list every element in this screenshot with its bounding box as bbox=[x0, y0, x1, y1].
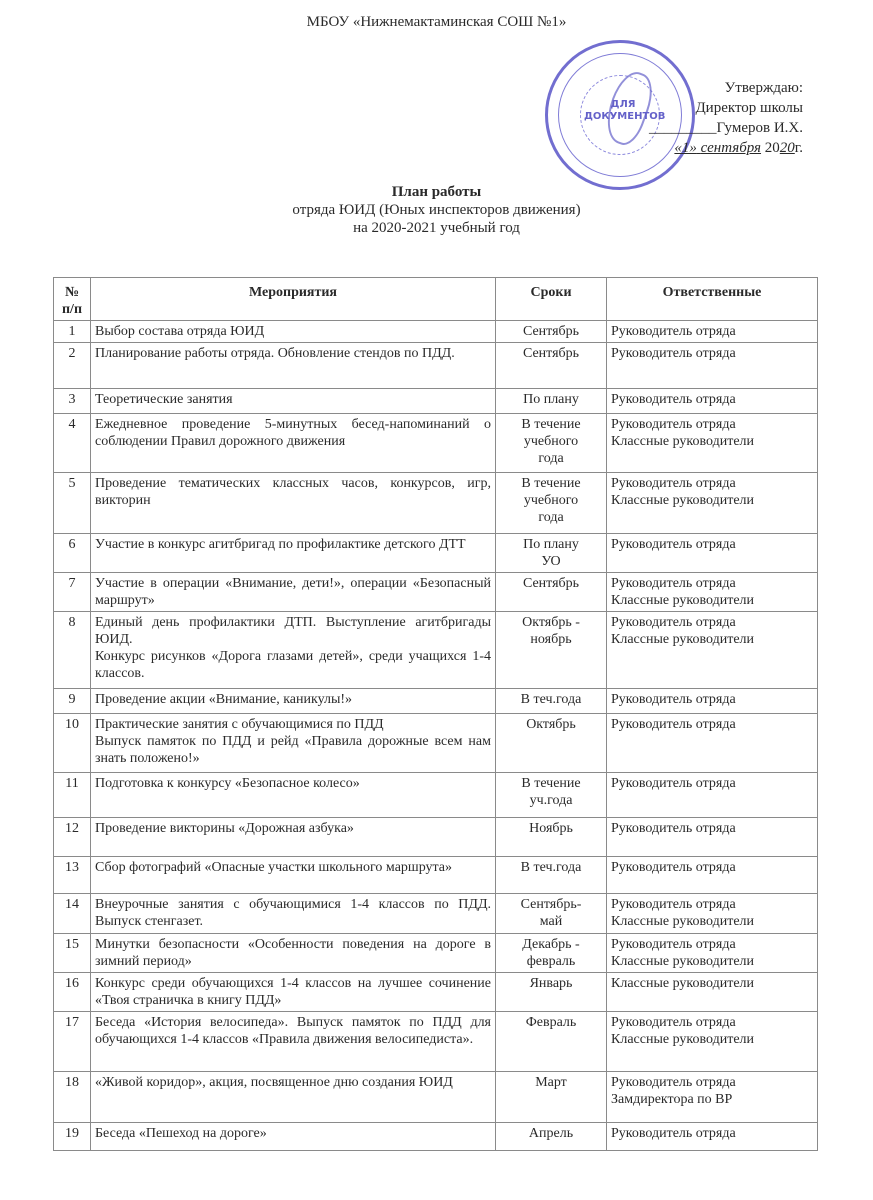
responsible-cell bbox=[607, 973, 818, 1012]
activity-cell-line: Единый день профилактики ДТП. Выступление агитбригады ЮИД. bbox=[95, 615, 491, 647]
activity-cell bbox=[91, 573, 496, 612]
term-cell-line: май bbox=[539, 914, 563, 929]
term-cell-line: года bbox=[538, 451, 564, 466]
term-cell bbox=[496, 818, 607, 857]
responsible-cell-line: Классные руководители bbox=[611, 632, 755, 647]
row-number: 15 bbox=[54, 934, 91, 973]
responsible-cell bbox=[607, 414, 818, 473]
activity-cell-line: Теоретические занятия bbox=[95, 392, 233, 407]
responsible-cell-line: Руководитель отряда bbox=[611, 537, 736, 552]
activity-cell bbox=[91, 689, 496, 714]
responsible-cell-line: Классные руководители bbox=[611, 593, 755, 608]
activity-cell bbox=[91, 389, 496, 414]
term-cell-line: По плану bbox=[523, 537, 579, 552]
term-cell-line: февраль bbox=[526, 954, 576, 969]
term-cell-line: уч.года bbox=[529, 793, 573, 808]
responsible-cell-line: Замдиректора по ВР bbox=[611, 1092, 733, 1107]
work-plan-table bbox=[53, 277, 818, 1151]
term-cell-line: Апрель bbox=[528, 1126, 574, 1141]
activity-cell-line: Выпуск памяток по ПДД и рейд «Правила дорожные всем нам знать положено!» bbox=[95, 734, 491, 766]
table-row bbox=[54, 818, 818, 857]
row-number: 12 bbox=[54, 818, 91, 857]
row-number: 2 bbox=[54, 343, 91, 389]
activity-cell-line: Участие в операции «Внимание, дети!», операции «Безопасный маршрут» bbox=[95, 576, 491, 608]
activity-cell-line: Проведение акции «Внимание, каникулы!» bbox=[95, 692, 353, 707]
term-cell-line: учебного bbox=[523, 434, 579, 449]
responsible-cell bbox=[607, 1123, 818, 1151]
row-number: 18 bbox=[54, 1072, 91, 1123]
document-title bbox=[0, 183, 873, 237]
term-cell bbox=[496, 973, 607, 1012]
row-number: 1 bbox=[54, 321, 91, 343]
term-cell bbox=[496, 321, 607, 343]
table-row bbox=[54, 1012, 818, 1072]
responsible-cell bbox=[607, 1072, 818, 1123]
term-cell bbox=[496, 343, 607, 389]
term-cell-line: Ноябрь bbox=[529, 821, 573, 836]
term-cell-line: Октябрь bbox=[526, 717, 576, 732]
responsible-cell bbox=[607, 473, 818, 534]
activity-cell-line: Планирование работы отряда. Обновление стендов по ПДД. bbox=[95, 346, 455, 361]
activity-cell bbox=[91, 473, 496, 534]
term-cell bbox=[496, 473, 607, 534]
activity-cell-line: Выбор состава отряда ЮИД bbox=[95, 324, 265, 339]
responsible-cell bbox=[607, 343, 818, 389]
responsible-cell-line: Руководитель отряда bbox=[611, 776, 736, 791]
term-cell bbox=[496, 1012, 607, 1072]
organization-name: МБОУ «Нижнемактаминская СОШ №1» bbox=[306, 14, 567, 30]
responsible-cell-line: Руководитель отряда bbox=[611, 692, 736, 707]
term-cell bbox=[496, 612, 607, 689]
responsible-cell bbox=[607, 321, 818, 343]
row-number: 8 bbox=[54, 612, 91, 689]
table-row bbox=[54, 534, 818, 573]
responsible-cell bbox=[607, 534, 818, 573]
activity-cell-line: Конкурс рисунков «Дорога глазами детей», среди учащихся 1-4 классов. bbox=[95, 649, 491, 681]
responsible-cell-line: Руководитель отряда bbox=[611, 417, 736, 432]
term-cell bbox=[496, 689, 607, 714]
col-header-activity: Мероприятия bbox=[91, 278, 496, 321]
term-cell-line: Сентябрь bbox=[522, 346, 580, 361]
row-number: 11 bbox=[54, 773, 91, 818]
activity-cell-line: Внеурочные занятия с обучающимися 1-4 классов по ПДД. Выпуск стенгазет. bbox=[95, 897, 491, 929]
activity-cell-line: Участие в конкурс агитбригад по профилактике детского ДТТ bbox=[95, 537, 466, 552]
activity-cell bbox=[91, 612, 496, 689]
activity-cell bbox=[91, 414, 496, 473]
table-header-row bbox=[54, 278, 818, 321]
activity-cell bbox=[91, 934, 496, 973]
term-cell-line: В течение bbox=[521, 417, 581, 432]
col-header-term: Сроки bbox=[496, 278, 607, 321]
table-row bbox=[54, 1072, 818, 1123]
table-row bbox=[54, 612, 818, 689]
responsible-cell bbox=[607, 857, 818, 894]
responsible-cell-line: Классные руководители bbox=[611, 954, 755, 969]
title-subtitle: отряда ЮИД (Юных инспекторов движения) bbox=[292, 202, 581, 218]
responsible-cell-line: Руководитель отряда bbox=[611, 392, 736, 407]
term-cell-line: В теч.года bbox=[520, 692, 582, 707]
activity-cell-line: Беседа «Пешеход на дороге» bbox=[95, 1126, 267, 1141]
table-row bbox=[54, 973, 818, 1012]
approval-date: «1» сентября 2020г. bbox=[674, 140, 803, 156]
table-row bbox=[54, 414, 818, 473]
table-row bbox=[54, 1123, 818, 1151]
activity-cell-line: Подготовка к конкурсу «Безопасное колесо» bbox=[95, 776, 360, 791]
table-row bbox=[54, 934, 818, 973]
activity-cell-line: Проведение тематических классных часов, конкурсов, игр, викторин bbox=[95, 476, 491, 508]
responsible-cell-line: Руководитель отряда bbox=[611, 324, 736, 339]
row-number: 3 bbox=[54, 389, 91, 414]
responsible-cell bbox=[607, 389, 818, 414]
activity-cell bbox=[91, 894, 496, 934]
approver-signature: _________Гумеров И.Х. bbox=[648, 120, 803, 136]
approval-block bbox=[649, 78, 803, 158]
responsible-cell bbox=[607, 689, 818, 714]
responsible-cell-line: Классные руководители bbox=[611, 493, 755, 508]
row-number: 6 bbox=[54, 534, 91, 573]
term-cell bbox=[496, 857, 607, 894]
table-row bbox=[54, 321, 818, 343]
activity-cell bbox=[91, 321, 496, 343]
responsible-cell bbox=[607, 714, 818, 773]
responsible-cell bbox=[607, 934, 818, 973]
term-cell bbox=[496, 934, 607, 973]
term-cell-line: В течение bbox=[521, 776, 581, 791]
activity-cell bbox=[91, 818, 496, 857]
responsible-cell-line: Руководитель отряда bbox=[611, 821, 736, 836]
term-cell-line: УО bbox=[541, 554, 561, 569]
table-row bbox=[54, 343, 818, 389]
term-cell-line: Сентябрь- bbox=[520, 897, 582, 912]
activity-cell bbox=[91, 1072, 496, 1123]
table-row bbox=[54, 473, 818, 534]
activity-cell-line: Беседа «История велосипеда». Выпуск памяток по ПДД для обучающихся 1-4 классов «Правила движения велосипедиста». bbox=[95, 1015, 491, 1047]
table-row bbox=[54, 714, 818, 773]
responsible-cell-line: Классные руководители bbox=[611, 434, 755, 449]
responsible-cell-line: Руководитель отряда bbox=[611, 1126, 736, 1141]
responsible-cell-line: Руководитель отряда bbox=[611, 576, 736, 591]
activity-cell-line: Конкурс среди обучающихся 1-4 классов на лучшее сочинение «Твоя страничка в книгу ПДД» bbox=[95, 976, 491, 1008]
term-cell bbox=[496, 773, 607, 818]
activity-cell-line: Ежедневное проведение 5-минутных бесед-напоминаний о соблюдении Правил дорожного движения bbox=[95, 417, 491, 449]
term-cell-line: По плану bbox=[523, 392, 579, 407]
responsible-cell bbox=[607, 573, 818, 612]
responsible-cell-line: Классные руководители bbox=[611, 976, 755, 991]
approval-label: Утверждаю: bbox=[724, 80, 803, 96]
row-number: 17 bbox=[54, 1012, 91, 1072]
responsible-cell-line: Руководитель отряда bbox=[611, 1015, 736, 1030]
term-cell bbox=[496, 1072, 607, 1123]
term-cell-line: Декабрь - bbox=[522, 937, 580, 952]
term-cell bbox=[496, 1123, 607, 1151]
activity-cell-line: Проведение викторины «Дорожная азбука» bbox=[95, 821, 354, 836]
responsible-cell-line: Классные руководители bbox=[611, 1032, 755, 1047]
activity-cell bbox=[91, 973, 496, 1012]
table-row bbox=[54, 689, 818, 714]
term-cell-line: Март bbox=[535, 1075, 567, 1090]
responsible-cell-line: Руководитель отряда bbox=[611, 897, 736, 912]
term-cell bbox=[496, 389, 607, 414]
responsible-cell bbox=[607, 612, 818, 689]
term-cell bbox=[496, 573, 607, 612]
activity-cell-line: «Живой коридор», акция, посвященное дню создания ЮИД bbox=[95, 1075, 453, 1090]
row-number: 10 bbox=[54, 714, 91, 773]
term-cell-line: Сентябрь bbox=[522, 576, 580, 591]
activity-cell-line: Сбор фотографий «Опасные участки школьного маршрута» bbox=[95, 860, 453, 875]
term-cell-line: года bbox=[538, 510, 564, 525]
activity-cell bbox=[91, 1012, 496, 1072]
row-number: 5 bbox=[54, 473, 91, 534]
activity-cell-line: Практические занятия с обучающимися по ПДД bbox=[95, 717, 384, 732]
row-number: 19 bbox=[54, 1123, 91, 1151]
row-number: 9 bbox=[54, 689, 91, 714]
responsible-cell-line: Руководитель отряда bbox=[611, 615, 736, 630]
table-row bbox=[54, 389, 818, 414]
row-number: 4 bbox=[54, 414, 91, 473]
responsible-cell-line: Руководитель отряда bbox=[611, 346, 736, 361]
responsible-cell-line: Руководитель отряда bbox=[611, 1075, 736, 1090]
responsible-cell-line: Руководитель отряда bbox=[611, 717, 736, 732]
table-row bbox=[54, 773, 818, 818]
term-cell-line: Февраль bbox=[525, 1015, 577, 1030]
activity-cell-line: Минутки безопасности «Особенности поведения на дороге в зимний период» bbox=[95, 937, 491, 969]
approver-position: Директор школы bbox=[695, 100, 803, 116]
activity-cell bbox=[91, 343, 496, 389]
table-body bbox=[54, 321, 818, 1151]
row-number: 13 bbox=[54, 857, 91, 894]
responsible-cell bbox=[607, 773, 818, 818]
table-row bbox=[54, 573, 818, 612]
stamp-center-text: ДЛЯ ДОКУМЕНТОВ bbox=[584, 99, 666, 122]
responsible-cell-line: Руководитель отряда bbox=[611, 937, 736, 952]
term-cell bbox=[496, 534, 607, 573]
responsible-cell-line: Руководитель отряда bbox=[611, 860, 736, 875]
responsible-cell bbox=[607, 818, 818, 857]
term-cell-line: В течение bbox=[521, 476, 581, 491]
responsible-cell-line: Руководитель отряда bbox=[611, 476, 736, 491]
table-row bbox=[54, 894, 818, 934]
activity-cell bbox=[91, 534, 496, 573]
term-cell bbox=[496, 714, 607, 773]
term-cell-line: ноябрь bbox=[530, 632, 572, 647]
term-cell-line: Сентябрь bbox=[522, 324, 580, 339]
responsible-cell bbox=[607, 894, 818, 934]
row-number: 16 bbox=[54, 973, 91, 1012]
activity-cell bbox=[91, 1123, 496, 1151]
col-header-number: № п/п bbox=[54, 278, 91, 321]
term-cell-line: В теч.года bbox=[520, 860, 582, 875]
responsible-cell-line: Классные руководители bbox=[611, 914, 755, 929]
term-cell bbox=[496, 894, 607, 934]
col-header-responsible: Ответственные bbox=[607, 278, 818, 321]
responsible-cell bbox=[607, 1012, 818, 1072]
activity-cell bbox=[91, 857, 496, 894]
title-year: на 2020-2021 учебный год bbox=[353, 220, 520, 236]
row-number: 14 bbox=[54, 894, 91, 934]
row-number: 7 bbox=[54, 573, 91, 612]
activity-cell bbox=[91, 714, 496, 773]
term-cell-line: Октябрь - bbox=[522, 615, 580, 630]
title-main: План работы bbox=[391, 184, 482, 200]
table-row bbox=[54, 857, 818, 894]
activity-cell bbox=[91, 773, 496, 818]
term-cell-line: Январь bbox=[529, 976, 573, 991]
term-cell bbox=[496, 414, 607, 473]
term-cell-line: учебного bbox=[523, 493, 579, 508]
